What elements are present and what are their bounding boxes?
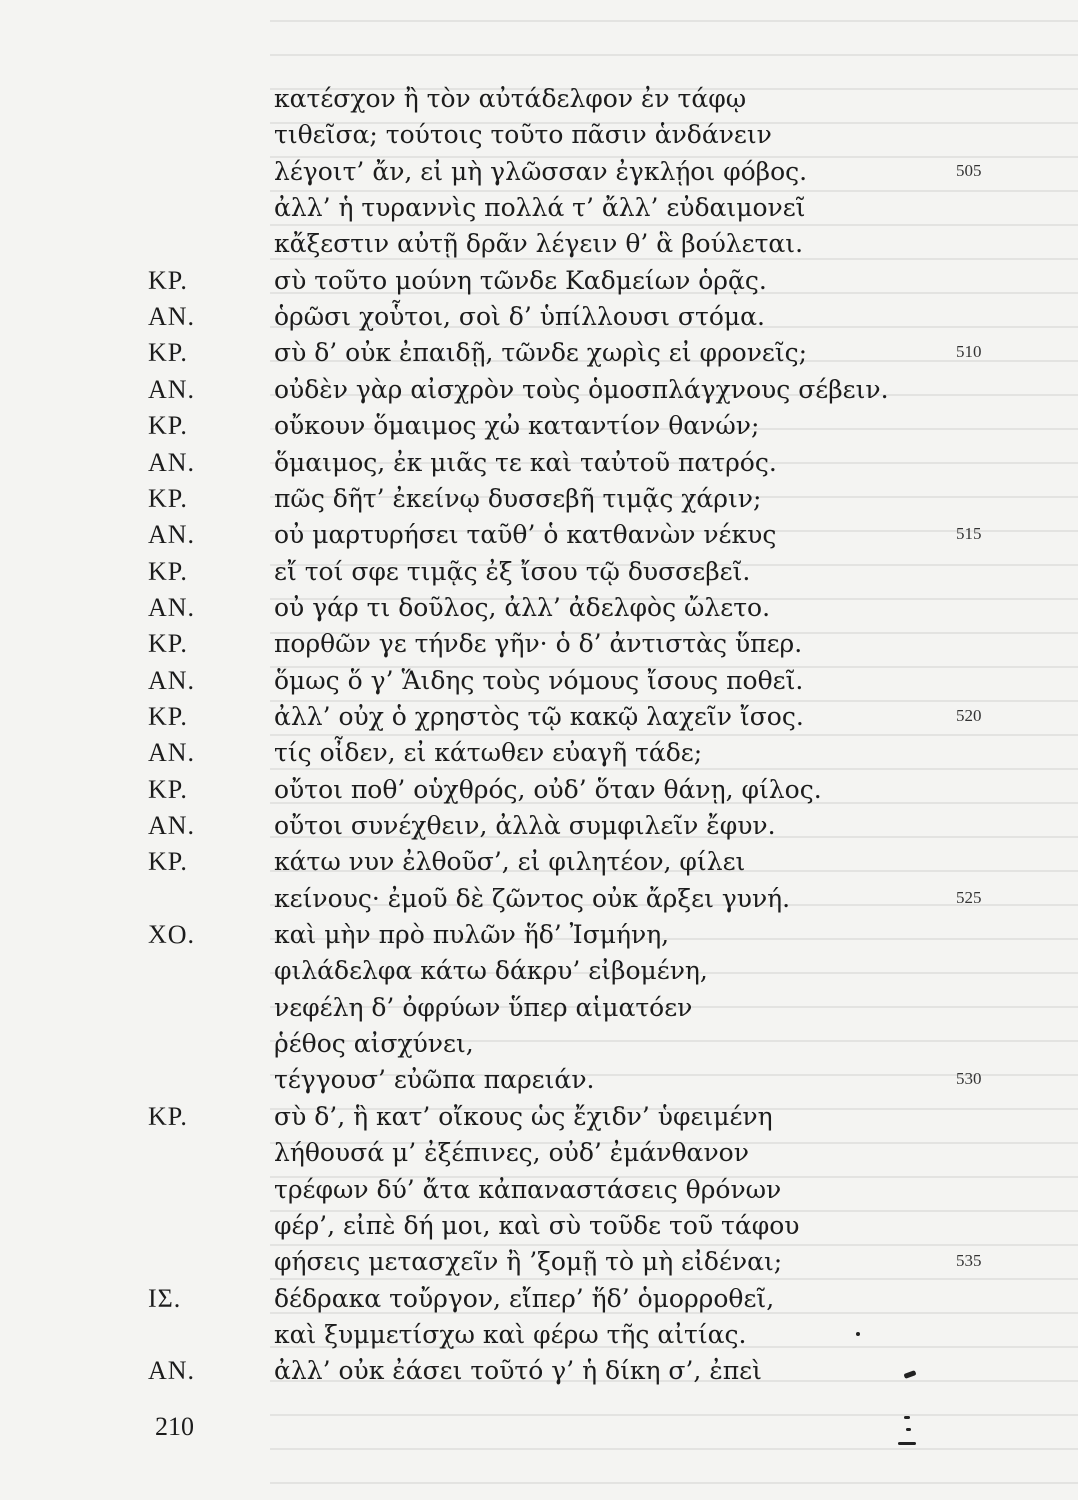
verse-line [0,193,1078,227]
verse-line [0,993,1078,1027]
speaker-label: ΑΝ. [148,665,196,695]
line-number: 535 [956,1251,982,1271]
verse-text: σὺ δ’, ἣ κατ’ οἴκους ὡς ἔχιδν’ ὑφειμένη [274,1101,773,1131]
speaker-label: ΚΡ. [148,265,188,295]
verse-line [0,738,1078,772]
verse-text: φιλάδελφα κάτω δάκρυ’ εἰβομένη, [274,956,708,986]
verse-line [0,157,1078,191]
speaker-label: ΑΝ. [148,592,196,622]
verse-text: δέδρακα τοὔργον, εἴπερ’ ἥδ’ ὁμορροθεῖ, [274,1283,775,1313]
verse-text: ἀλλ’ οὐχ ὁ χρηστὸς τῷ κακῷ λαχεῖν ἴσος. [274,701,804,731]
verse-text: οὐ μαρτυρήσει ταῦθ’ ὁ κατθανὼν νέκυς [274,520,777,550]
speaker-label: ΚΡ. [148,483,188,513]
verse-text: οὔκουν ὅμαιμος χὠ καταντίον θανών; [274,411,760,441]
verse-line [0,775,1078,809]
verse-line [0,884,1078,918]
verse-text: τρέφων δύ’ ἄτα κἀπαναστάσεις θρόνων [274,1174,782,1204]
verse-line [0,338,1078,372]
speaker-label: ΚΡ. [148,629,188,659]
line-number: 510 [956,342,982,362]
verse-text: τιθεῖσα; τούτοις τοῦτο πᾶσιν ἁνδάνειν [274,120,772,150]
verse-text: οὔτοι συνέχθειν, ἀλλὰ συμφιλεῖν ἔφυν. [274,811,776,840]
verse-text: φήσεις μετασχεῖν ἢ ’ξομῇ τὸ μὴ εἰδέναι; [274,1247,783,1277]
verse-text: ῥέθος αἰσχύνει, [274,1029,474,1059]
verse-text: ὁρῶσι χοὗτοι, σοὶ δ’ ὑπίλλουσι στόμα. [274,302,765,332]
speaker-label: ΑΝ. [148,520,196,550]
verse-text: σὺ τοῦτο μούνη τῶνδε Καδμείων ὁρᾷς. [274,265,767,295]
speaker-label: ΑΝ. [148,811,196,840]
verse-line [0,702,1078,736]
verse-line [0,1065,1078,1099]
line-number: 530 [956,1069,982,1089]
speaker-label: ΑΝ. [148,302,196,332]
verse-text: εἴ τοί σφε τιμᾷς ἐξ ἴσου τῷ δυσσεβεῖ. [274,556,751,586]
verse-line [0,375,1078,409]
verse-text: σὺ δ’ οὐκ ἐπαιδῇ, τῶνδε χωρὶς εἰ φρονεῖς; [274,338,808,368]
verse-line [0,1284,1078,1318]
verse-text: ὅμαιμος, ἐκ μιᾶς τε καὶ ταὐτοῦ πατρός. [274,447,777,477]
verse-line [0,557,1078,591]
verse-line [0,1102,1078,1136]
speaker-label: ΚΡ. [148,847,188,877]
verse-line [0,956,1078,990]
verse-text: κείνους· ἐμοῦ δὲ ζῶντος οὐκ ἄρξει γυνή. [274,883,791,913]
verse-line [0,1247,1078,1281]
speaker-label: ΚΡ. [148,338,188,368]
verse-line [0,1138,1078,1172]
verse-line [0,484,1078,518]
verse-text: λέγοιτ’ ἄν, εἰ μὴ γλῶσσαν ἐγκλῄοι φόβος. [274,156,808,186]
verse-text: ἀλλ’ ἡ τυραννὶς πολλά τ’ ἄλλ’ εὐδαιμονεῖ [274,193,806,223]
verse-line [0,920,1078,954]
verse-text: λήθουσά μ’ ἐξέπινες, οὐδ’ ἐμάνθανον [274,1138,749,1168]
scan-speck [906,1428,911,1431]
verse-text: τέγγουσ’ εὐῶπα παρειάν. [274,1065,595,1095]
scan-speck [904,1416,910,1419]
verse-line [0,629,1078,663]
verse-text: πῶς δῆτ’ ἐκείνῳ δυσσεβῆ τιμᾷς χάριν; [274,483,762,513]
verse-line [0,302,1078,336]
speaker-label: ΑΝ. [148,447,196,477]
verse-line [0,847,1078,881]
verse-line [0,411,1078,445]
verse-line [0,84,1078,118]
speaker-label: ΚΡ. [148,1101,188,1131]
verse-line [0,229,1078,263]
verse-line [0,266,1078,300]
verse-text: κατέσχον ἢ τὸν αὐτάδελφον ἐν τάφῳ [274,84,747,113]
verse-line [0,1320,1078,1354]
verse-line [0,120,1078,154]
verse-line [0,1356,1078,1390]
verse-text: καὶ ξυμμετίσχω καὶ φέρω τῆς αἰτίας. [274,1319,747,1349]
line-number: 505 [956,160,982,180]
verse-text: κἄξεστιν αὐτῇ δρᾶν λέγειν θ’ ἃ βούλεται. [274,229,804,259]
speaker-label: ΑΝ. [148,374,196,404]
verse-line [0,448,1078,482]
speaker-label: ΚΡ. [148,701,188,731]
verse-text: οὔτοι ποθ’ οὑχθρός, οὐδ’ ὅταν θάνῃ, φίλος. [274,774,822,804]
verse-line [0,1029,1078,1063]
scan-speck [856,1332,860,1336]
verse-text: ἀλλ’ οὐκ ἐάσει τοῦτό γ’ ἡ δίκη σ’, ἐπεὶ [274,1356,762,1386]
verse-line [0,520,1078,554]
verse-text: οὐ γάρ τι δοῦλος, ἀλλ’ ἀδελφὸς ὤλετο. [274,592,771,622]
speaker-label: ΚΡ. [148,556,188,586]
verse-text: φέρ’, εἰπὲ δή μοι, καὶ σὺ τοῦδε τοῦ τάφου [274,1210,800,1240]
verse-text: τίς οἶδεν, εἰ κάτωθεν εὐαγῆ τάδε; [274,738,703,768]
verse-line [0,1175,1078,1209]
verse-text: ὅμως ὅ γ’ Ἅιδης τοὺς νόμους ἴσους ποθεῖ. [274,665,804,695]
verse-line [0,1211,1078,1245]
verse-text: οὐδὲν γὰρ αἰσχρὸν τοὺς ὁμοσπλάγχνους σέβειν. [274,374,889,404]
speaker-label: ΑΝ. [148,738,196,768]
speaker-label: ΙΣ. [148,1283,182,1313]
speaker-label: ΧΟ. [148,920,196,950]
verse-text: πορθῶν γε τήνδε γῆν· ὁ δ’ ἀντιστὰς ὕπερ. [274,629,803,659]
line-number: 525 [956,887,982,907]
speaker-label: ΑΝ. [148,1356,196,1386]
line-number: 520 [956,705,982,725]
verse-text: καὶ μὴν πρὸ πυλῶν ἥδ’ Ἰσμήνη, [274,920,670,950]
verse-text: κάτω νυν ἐλθοῦσ’, εἰ φιλητέον, φίλει [274,847,746,877]
scan-speck [898,1442,916,1445]
verse-line [0,811,1078,845]
verse-line [0,666,1078,700]
verse-line [0,593,1078,627]
page-number: 210 [155,1412,194,1441]
speaker-label: ΚΡ. [148,411,188,441]
line-number: 515 [956,524,982,544]
speaker-label: ΚΡ. [148,774,188,804]
verse-text: νεφέλη δ’ ὀφρύων ὕπερ αἱματόεν [274,992,693,1022]
